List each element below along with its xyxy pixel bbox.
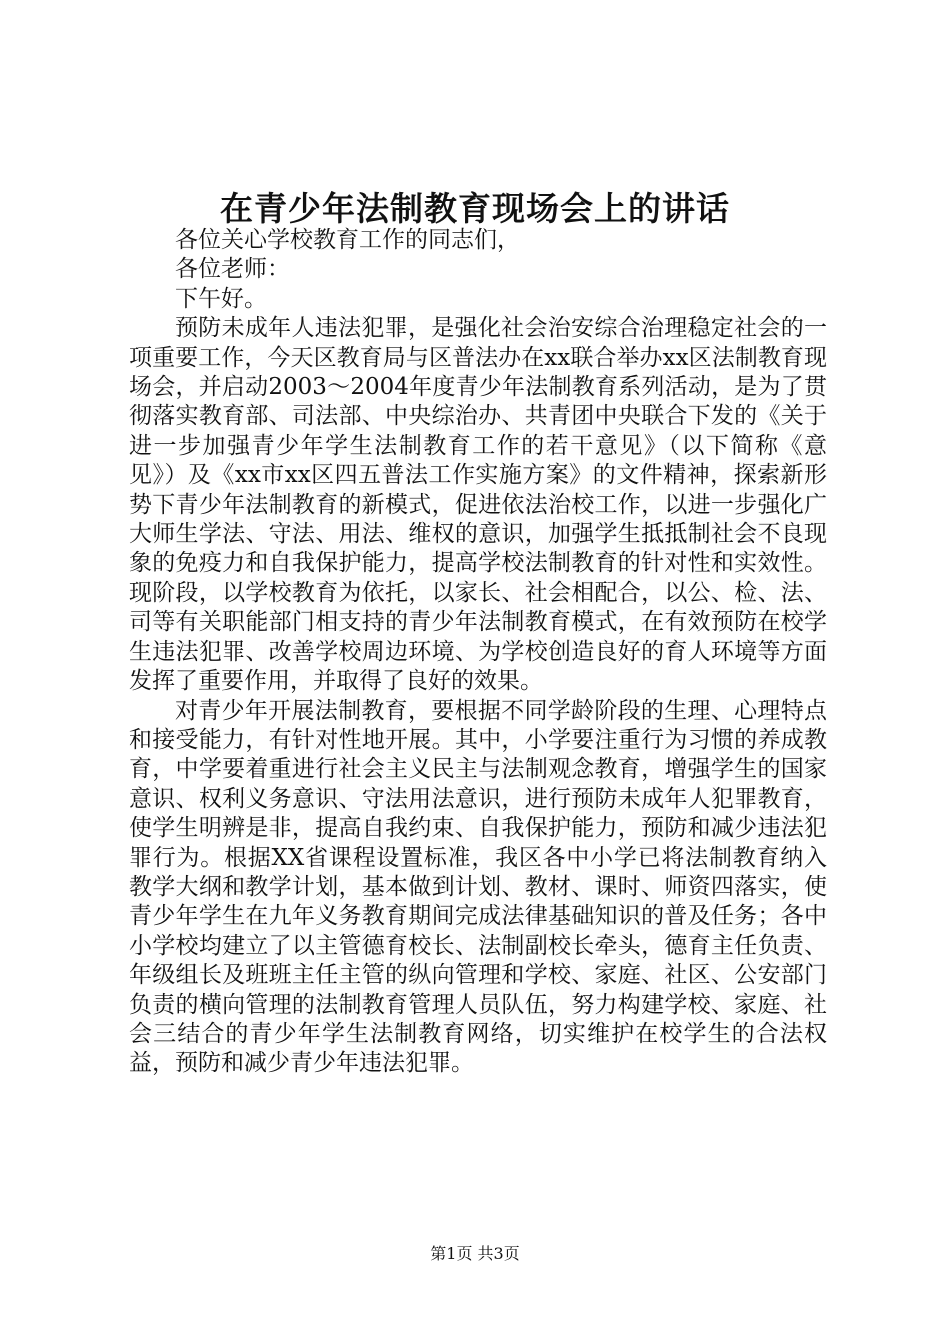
body-paragraph: 预防未成年人违法犯罪，是强化社会治安综合治理稳定社会的一项重要工作，今天区教育局与区普法办在xx联合举办xx区法制教育现场会，并启动2003～2004年度青少年法制教育系列活动，是为了贯彻落实教育部、司法部、中央综治办、共青团中央联合下发的《关于进一步加强青少年学生法制教育工作的若干意见》（以下简称《意见》）及《xx市xx区四五普法工作实施方案》的文件精神，探索新形势下青少年法制教育的新模式，促进依法治校工作，以进一步强化广大师生学法、守法、用法、维权的意识，加强学生抵抵制社会不良现象的免疫力和自我保护能力，提高学校法制教育的针对性和实效性。现阶段，以学校教育为依托，以家长、社会相配合，以公、检、法、司等有关职能部门相支持的青少年法制教育模式，在有效预防在校学生违法犯罪、改善学校周边环境、为学校创造良好的育人环境等方面发挥了重要作用，并取得了良好的效果。 [129, 315, 827, 695]
greeting-line: 下午好。 [175, 285, 267, 312]
document-body [129, 226, 827, 1079]
salutation-line: 各位老师： [175, 256, 290, 283]
salutation-line: 各位关心学校教育工作的同志们， [175, 227, 520, 253]
body-paragraph: 对青少年开展法制教育，要根据不同学龄阶段的生理、心理特点和接受能力，有针对性地开展。其中，小学要注重行为习惯的养成教育，中学要着重进行社会主义民主与法制观念教育，增强学生的国家意识、权利义务意识、守法用法意识，进行预防未成年人犯罪教育，使学生明辨是非，提高自我约束、自我保护能力，预防和减少违法犯罪行为。根据XX省课程设置标准，我区各中小学已将法制教育纳入教学大纲和教学计划，基本做到计划、教材、课时、师资四落实，使青少年学生在九年义务教育期间完成法律基础知识的普及任务；各中小学校均建立了以主管德育校长、法制副校长牵头，德育主任负责、年级组长及班班主任主管的纵向管理和学校、家庭、社区、公安部门负责的横向管理的法制教育管理人员队伍，努力构建学校、家庭、社会三结合的青少年学生法制教育网络，切实维护在校学生的合法权益，预防和减少青少年违法犯罪。 [129, 697, 827, 1077]
page-footer: 第1页 共3页 [430, 1244, 520, 1263]
document-title: 在青少年法制教育现场会上的讲话 [220, 189, 730, 228]
